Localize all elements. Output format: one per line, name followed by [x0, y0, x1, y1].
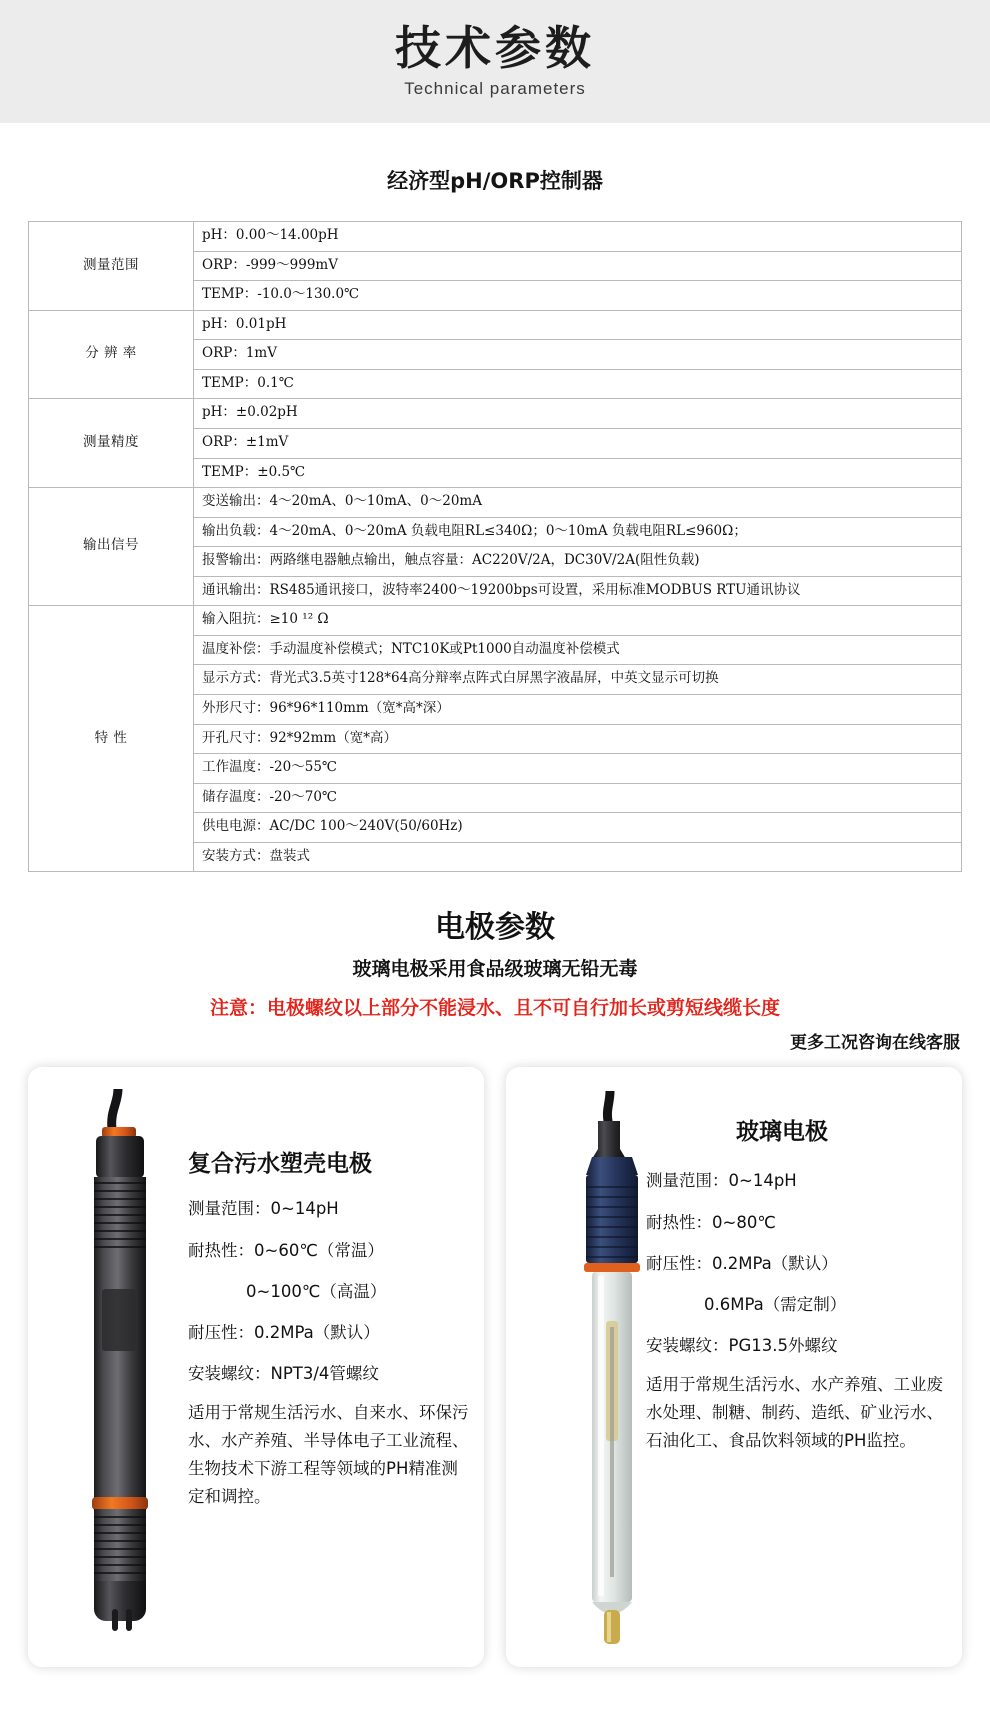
table-row: [29, 488, 962, 518]
card-spec-line: 耐热性：0~60℃（常温）: [188, 1240, 384, 1260]
electrode-section-subtitle: 玻璃电极采用食品级玻璃无铅无毒: [352, 958, 638, 981]
spec-value-cell: 安装方式：盘装式: [194, 842, 962, 872]
card-title-sewage: 复合污水塑壳电极: [188, 1151, 372, 1178]
spec-value-cell: TEMP：0.1℃: [194, 369, 962, 399]
spec-value-cell: pH：±0.02pH: [194, 399, 962, 429]
spec-value-cell: 供电电源：AC/DC 100～240V(50/60Hz): [194, 813, 962, 843]
card-title-glass: 玻璃电极: [736, 1119, 828, 1146]
table-row: [29, 222, 962, 252]
spec-value-cell: pH：0.01pH: [194, 310, 962, 340]
card-application-paragraph: 适用于常规生活污水、水产养殖、工业废水处理、制糖、制药、造纸、矿业污水、石油化工、食品饮料领域的PH监控。: [646, 1375, 943, 1451]
electrode-card-list: [0, 1053, 990, 1693]
spec-value-cell: 储存温度：-20～70℃: [194, 783, 962, 813]
card-spec-line: 测量范围：0~14pH: [646, 1171, 797, 1191]
spec-value-cell: ORP：1mV: [194, 340, 962, 370]
spec-value-cell: 温度补偿：手动温度补偿模式；NTC10K或Pt1000自动温度补偿模式: [194, 635, 962, 665]
electrode-service-note: 更多工况咨询在线客服: [790, 1033, 960, 1054]
electrode-section-title: 电极参数: [435, 910, 555, 946]
spec-value-cell: 工作温度：-20～55℃: [194, 754, 962, 784]
table-row: [29, 399, 962, 429]
card-spec-line: 耐热性：0~80℃: [646, 1212, 776, 1232]
spec-group-label: 输出信号: [29, 488, 194, 606]
spec-value-cell: 输出负载：4～20mA、0～20mA 负载电阻RL≤340Ω；0～10mA 负载电阻RL≤960Ω；: [194, 517, 962, 547]
table-row: [29, 310, 962, 340]
page-banner: [0, 0, 990, 123]
card-spec-line: 安装螺纹：NPT3/4管螺纹: [188, 1364, 379, 1384]
spec-group-label: 分 辨 率: [29, 310, 194, 399]
product-title: 经济型pH/ORP控制器: [387, 169, 603, 193]
spec-value-cell: 开孔尺寸：92*92mm（宽*高）: [194, 724, 962, 754]
spec-group-label: 特 性: [29, 606, 194, 872]
card-spec-line: 测量范围：0~14pH: [188, 1199, 339, 1219]
card-body-glass: [646, 1165, 946, 1464]
spec-value-cell: TEMP：-10.0～130.0℃: [194, 281, 962, 311]
page-title: 技术参数: [395, 21, 595, 76]
spec-group-label: 测量范围: [29, 222, 194, 311]
spec-value-cell: 输入阻抗：≥10 ¹² Ω: [194, 606, 962, 636]
spec-table-wrapper: [0, 221, 990, 872]
card-application-paragraph: 适用于常规生活污水、自来水、环保污水、水产养殖、半导体电子工业流程、生物技术下游工程等领域的PH精准测定和调控。: [188, 1403, 469, 1507]
table-row: [29, 606, 962, 636]
electrode-card-sewage: [28, 1067, 484, 1667]
spec-value-cell: 显示方式：背光式3.5英寸128*64高分辩率点阵式白屏黑字液晶屏，中英文显示可切换: [194, 665, 962, 695]
card-spec-line: 0.6MPa（需定制）: [704, 1294, 847, 1314]
spec-value-cell: ORP：±1mV: [194, 428, 962, 458]
card-spec-line: 耐压性：0.2MPa（默认）: [188, 1322, 380, 1342]
spec-group-label: 测量精度: [29, 399, 194, 488]
card-spec-line: 耐压性：0.2MPa（默认）: [646, 1253, 838, 1273]
card-spec-line: 安装螺纹：PG13.5外螺纹: [646, 1336, 838, 1356]
spec-value-cell: ORP：-999～999mV: [194, 251, 962, 281]
electrode-card-glass: [506, 1067, 962, 1667]
spec-value-cell: TEMP：±0.5℃: [194, 458, 962, 488]
spec-value-cell: 变送输出：4～20mA、0～10mA、0～20mA: [194, 488, 962, 518]
spec-value-cell: 通讯输出：RS485通讯接口，波特率2400～19200bps可设置，采用标准MODBUS RTU通讯协议: [194, 576, 962, 606]
electrode-warning-text: 注意：电极螺纹以上部分不能浸水、且不可自行加长或剪短线缆长度: [209, 997, 780, 1020]
card-body-sewage: [188, 1193, 474, 1520]
spec-value-cell: pH：0.00～14.00pH: [194, 222, 962, 252]
spec-value-cell: 外形尺寸：96*96*110mm（宽*高*深）: [194, 695, 962, 725]
glass-electrode-illustration: [566, 1091, 658, 1651]
sewage-electrode-illustration: [72, 1089, 182, 1635]
spec-table: [28, 221, 962, 872]
card-spec-line: 0~100℃（高温）: [246, 1281, 387, 1301]
page-subtitle: Technical parameters: [404, 78, 586, 98]
spec-value-cell: 报警输出：两路继电器触点输出，触点容量：AC220V/2A，DC30V/2A(阻性负载): [194, 547, 962, 577]
